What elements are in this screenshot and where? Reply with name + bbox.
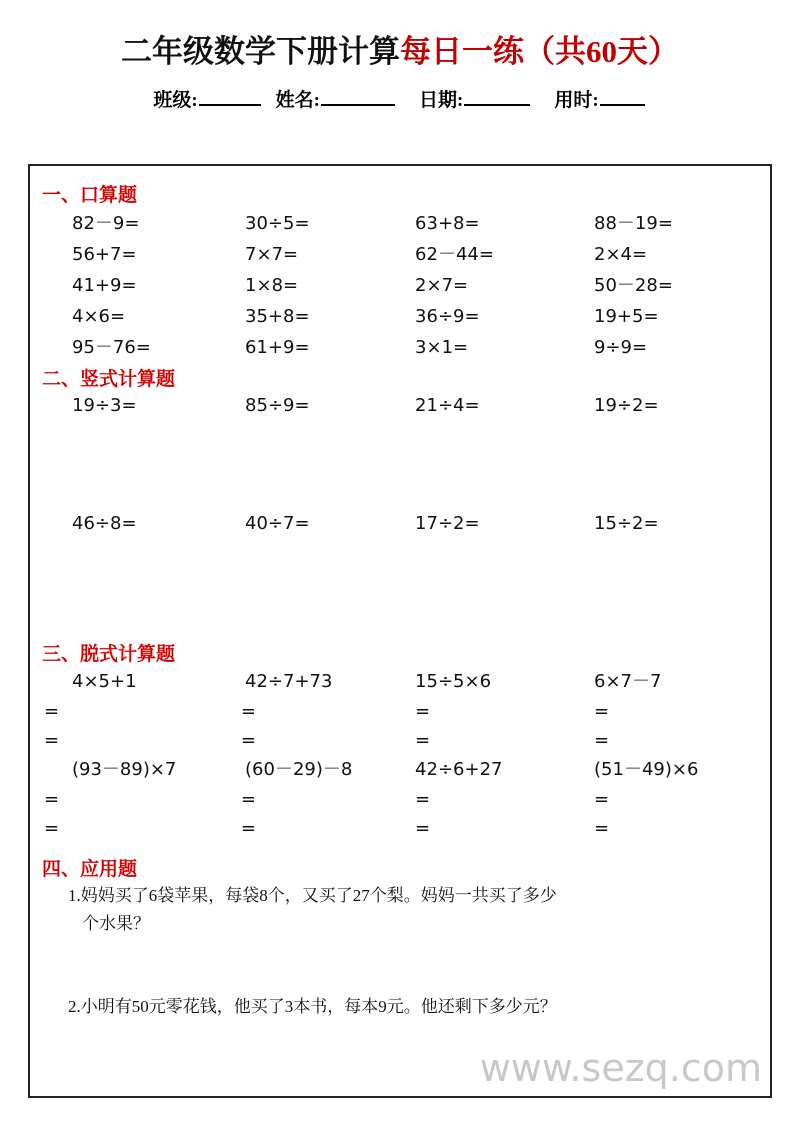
vertical-problem: 19÷2= xyxy=(594,395,659,416)
oral-problem: 95－76= xyxy=(72,337,151,358)
stepwise-problem: 42÷6+27 xyxy=(415,759,503,780)
oral-problem: 82－9= xyxy=(72,213,140,234)
oral-problem: 62－44= xyxy=(415,244,494,265)
time-label: 用时: xyxy=(554,89,599,111)
date-label: 日期: xyxy=(419,89,464,111)
equals-sign: = xyxy=(44,701,60,722)
vertical-row xyxy=(30,510,770,628)
section-heading-oral: 一、口算题 xyxy=(42,185,138,206)
stepwise-row xyxy=(30,755,770,785)
word-problem-item xyxy=(30,882,770,938)
equals-sign: = xyxy=(240,730,257,751)
date-field xyxy=(419,85,532,112)
section-heading-word-problems: 四、应用题 xyxy=(42,859,138,880)
oral-problem: 61+9= xyxy=(245,337,310,358)
stepwise-problem: (51－49)×6 xyxy=(594,759,699,780)
time-field xyxy=(554,85,646,112)
oral-row xyxy=(30,332,770,363)
word-problem-list xyxy=(30,882,770,1021)
section-heading-vertical: 二、竖式计算题 xyxy=(42,369,176,390)
worksheet-box xyxy=(28,164,772,1098)
equals-sign: = xyxy=(593,730,610,751)
vertical-problem: 17÷2= xyxy=(415,513,480,534)
name-label: 姓名: xyxy=(275,89,320,111)
vertical-problem: 46÷8= xyxy=(72,513,137,534)
class-label: 班级: xyxy=(153,89,198,111)
oral-problem: 56+7= xyxy=(72,244,137,265)
stepwise-problem: 4×5+1 xyxy=(72,671,137,692)
section-heading-stepwise: 三、脱式计算题 xyxy=(42,644,176,665)
stepwise-work-row xyxy=(30,785,770,814)
oral-problem: 50－28= xyxy=(594,275,673,296)
equals-sign: = xyxy=(593,818,610,839)
vertical-problem-grid xyxy=(30,392,770,628)
vertical-problem: 15÷2= xyxy=(594,513,659,534)
date-input-blank[interactable] xyxy=(464,87,530,106)
name-field xyxy=(276,85,397,112)
oral-problem: 3×1= xyxy=(415,337,469,358)
oral-problem: 63+8= xyxy=(415,213,480,234)
equals-sign: = xyxy=(44,789,60,810)
student-info-line xyxy=(0,85,800,112)
stepwise-problem: 15÷5×6 xyxy=(415,671,492,692)
oral-problem: 88－19= xyxy=(594,213,673,234)
page-title-red: 每日一练（共60天） xyxy=(400,34,679,69)
oral-problem: 9÷9= xyxy=(594,337,648,358)
equals-sign: = xyxy=(414,730,431,751)
word-problem-line: 1.妈妈买了6袋苹果，每袋8个，又买了27个梨。妈妈一共买了多少 xyxy=(68,886,557,905)
site-watermark: www.sezq.com xyxy=(479,1046,762,1090)
word-problem-item xyxy=(30,993,770,1021)
equals-sign: = xyxy=(240,701,257,722)
page-title xyxy=(0,0,800,72)
oral-row xyxy=(30,301,770,332)
oral-row xyxy=(30,239,770,270)
oral-problem: 7×7= xyxy=(245,244,299,265)
equals-sign: = xyxy=(414,789,431,810)
equals-sign: = xyxy=(44,730,60,751)
vertical-problem: 19÷3= xyxy=(72,395,137,416)
stepwise-work-row xyxy=(30,697,770,726)
oral-problem: 30÷5= xyxy=(245,213,310,234)
stepwise-work-row xyxy=(30,814,770,843)
vertical-row xyxy=(30,392,770,510)
page-title-black: 二年级数学下册计算 xyxy=(121,34,400,69)
vertical-problem: 40÷7= xyxy=(245,513,310,534)
equals-sign: = xyxy=(44,818,60,839)
oral-problem-grid xyxy=(30,208,770,363)
time-input-blank[interactable] xyxy=(600,87,645,106)
stepwise-problem: 42÷7+73 xyxy=(245,671,333,692)
oral-row xyxy=(30,270,770,301)
vertical-problem: 85÷9= xyxy=(245,395,310,416)
stepwise-problem: 6×7－7 xyxy=(594,671,662,692)
oral-row xyxy=(30,208,770,239)
equals-sign: = xyxy=(593,789,610,810)
name-input-blank[interactable] xyxy=(321,87,395,106)
oral-problem: 1×8= xyxy=(245,275,299,296)
vertical-problem: 21÷4= xyxy=(415,395,480,416)
equals-sign: = xyxy=(240,818,257,839)
oral-problem: 2×7= xyxy=(415,275,469,296)
oral-problem: 4×6= xyxy=(72,306,126,327)
stepwise-row xyxy=(30,667,770,697)
class-input-blank[interactable] xyxy=(199,87,261,106)
equals-sign: = xyxy=(414,701,431,722)
oral-problem: 36÷9= xyxy=(415,306,480,327)
stepwise-work-row xyxy=(30,726,770,755)
stepwise-problem: (93－89)×7 xyxy=(72,759,177,780)
equals-sign: = xyxy=(240,789,257,810)
oral-problem: 2×4= xyxy=(594,244,648,265)
word-problem-line-wrapped: 个水果？ xyxy=(82,914,150,933)
oral-problem: 35+8= xyxy=(245,306,310,327)
class-field xyxy=(153,85,262,112)
stepwise-problem-grid xyxy=(30,667,770,843)
equals-sign: = xyxy=(414,818,431,839)
word-problem-line: 2.小明有50元零花钱，他买了3本书，每本9元。他还剩下多少元？ xyxy=(68,997,557,1016)
oral-problem: 41+9= xyxy=(72,275,137,296)
oral-problem: 19+5= xyxy=(594,306,659,327)
stepwise-problem: (60－29)－8 xyxy=(245,759,353,780)
equals-sign: = xyxy=(593,701,610,722)
